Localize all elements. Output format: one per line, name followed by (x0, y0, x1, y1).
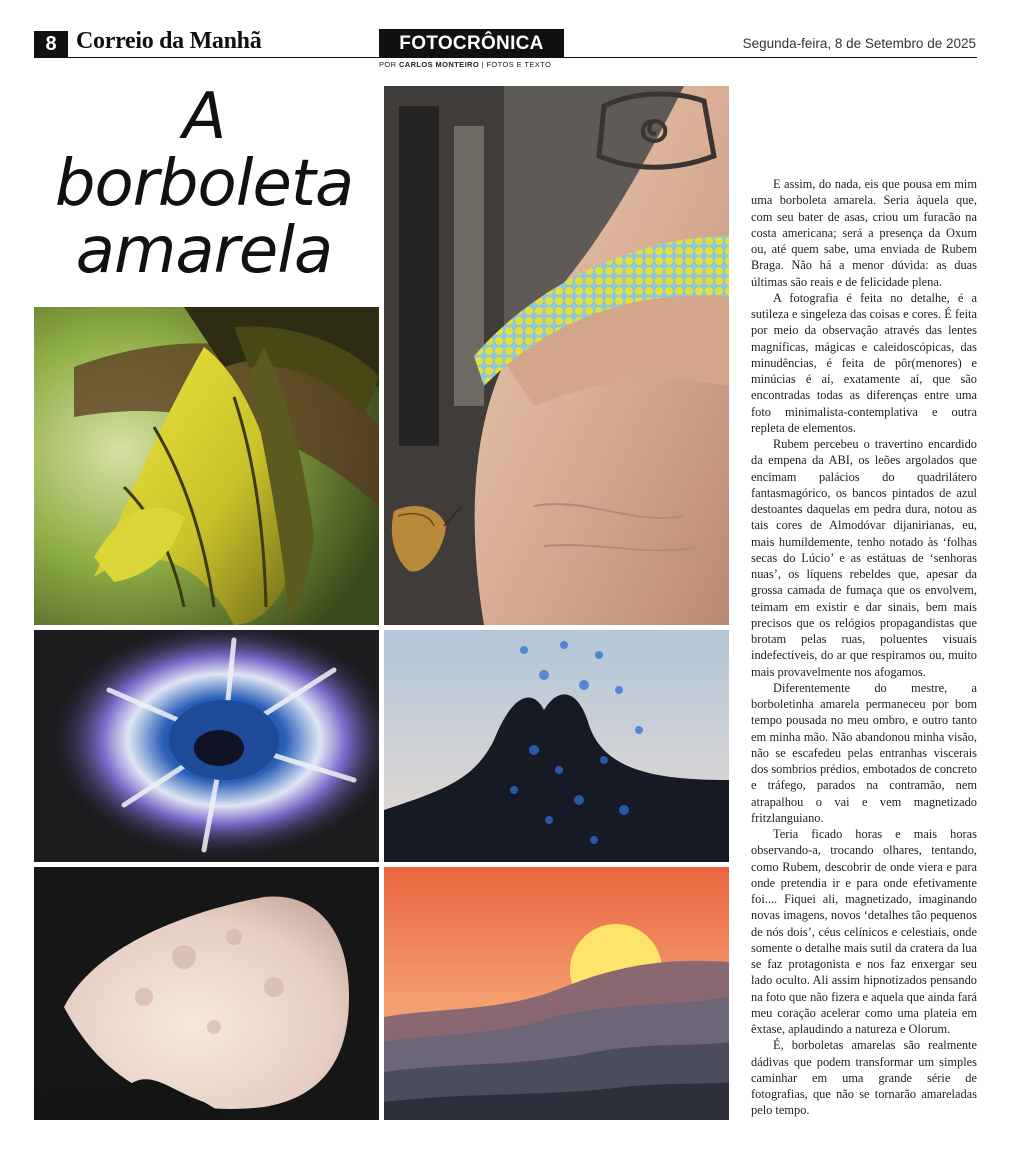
article-paragraph: E assim, do nada, eis que pousa em mim uma borboleta amarela. Seria àquela que, com seu bater de asas, criou um furacão na costa americana; será a presença da Oxum ou, até quem sabe, uma enviada de Rubem Braga. Não há a menor dúvida: as duas últimas são reais e de felicidade plena. (751, 177, 977, 289)
photo-half-moon (34, 867, 379, 1120)
article-paragraph: Diferentemente do mestre, a borboletinha amarela permaneceu por bom tempo pousada no meu ombro, e outro tanto em minha mão. Não abandonou minha visão, não se escafedeu pelas entranhas viscerais dos sombrios prédios, embotados de concreto e tráfego, parados na contramão, nem atrapalhou o vai e vem magnetizado fritzlanguiano. (751, 680, 977, 825)
byline-author: CARLOS MONTEIRO (398, 60, 480, 69)
article-paragraph: A fotografia é feita no detalhe, é a sutileza e singeleza das coisas e cores. É feita por meio da observação através das lentes magníficas, mágicas e caleidoscópicas, das minudências, é feita de pôr(menores) e minúcias é aí, exatamente aí, que são encontradas todas as diferenças entre uma foto minimalista-contemplativa e outra repleta de elementos. (751, 290, 977, 435)
article-paragraph: É, borboletas amarelas são realmente dádivas que podem transformar um simples caminhar em uma grande série de fotografias, que não se tornarão amareladas pelo tempo. (751, 1038, 977, 1118)
photo-sunset (384, 867, 729, 1120)
page-number: 8 (34, 31, 68, 57)
newspaper-name: Correio da Manhã (76, 28, 262, 54)
section-title: FOTOCRÔNICA (379, 29, 564, 57)
headline-line-3: amarela (75, 214, 333, 288)
photo-butterfly-arm (384, 86, 729, 625)
photo-mountain-drops (384, 630, 729, 862)
byline-prefix: POR (379, 60, 399, 69)
headline (34, 80, 374, 288)
byline-suffix: | FOTOS E TEXTO (479, 60, 552, 69)
photo-light-burst (34, 630, 379, 862)
article-paragraph: Teria ficado horas e mais horas observando-a, trocando olhares, tentando, como Rubem, descobrir de onde viera e para onde pretendia ir e para onde efetivamente foi.... Fiquei ali, magnetizado, imaginando novas imagens, novos ‘detalhes tão pequenos de nós dois’, céus celínicos e celestiais, onde somente o detalhe mais sutil da cratera da lua se faz protagonista e nos faz enxergar seu lado oculto. Ali assim hipnotizados pensando na foto que não fizera e aquela que ainda fará meu coração acelerar como uma plateia em êxtase, aplaudindo a natureza e Olorum. (751, 827, 977, 1036)
article-body (751, 176, 977, 1119)
headline-line-2: borboleta (54, 147, 354, 221)
headline-line-1: A (182, 80, 226, 154)
photo-bird-wing (34, 307, 379, 625)
byline (379, 60, 551, 69)
issue-date: Segunda-feira, 8 de Setembro de 2025 (742, 36, 976, 51)
masthead-rule (34, 57, 977, 58)
article-paragraph: Rubem percebeu o travertino encardido da empena da ABI, os leões argolados que encimam palácios do quadrilátero fantasmagórico, os bancos pintados de azul destoantes daquelas em pedra dura, notou as tais cores de Almodóvar dijanirianas, eu, mais humildemente, tenho notado às ‘folhas secas do Lúcio’ e as estátuas de ‘senhoras nuas’, os líquens rebeldes que, apesar da grossa camada de fumaça que os envolvem, teimam em existir e dar sinais, bem mais precisos que os relógios propagandistas que brotam pelas ruas, poluentes visuais indefectíveis, do ar que respiramos ou, muito mais provavelmente nos afogamos. (751, 437, 977, 679)
